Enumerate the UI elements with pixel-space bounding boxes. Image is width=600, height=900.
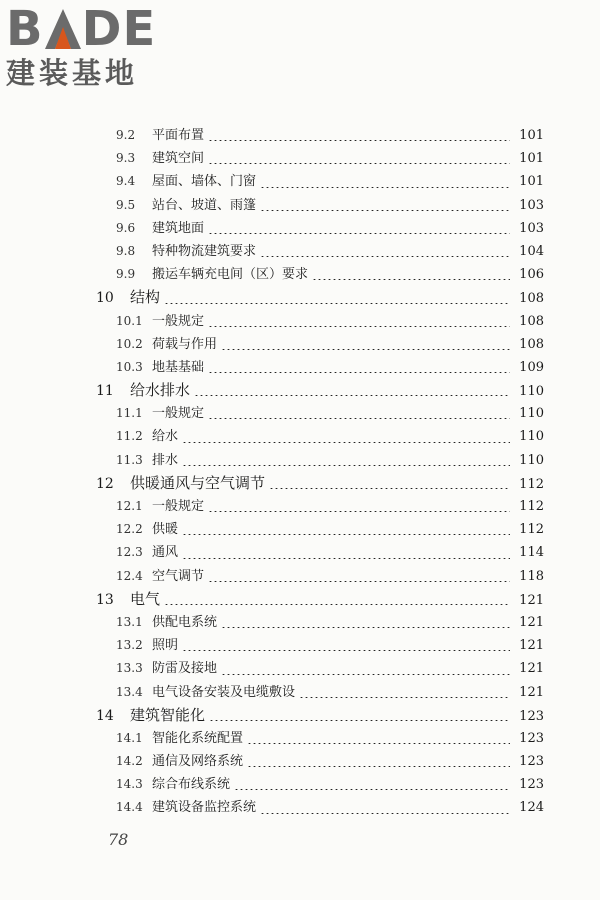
toc-dot-leader [247, 766, 510, 767]
toc-entry-title: 给水 [152, 429, 179, 445]
toc-entry-number: 9.4 [116, 174, 136, 189]
toc-entry-number: 9.3 [116, 151, 136, 166]
toc-entry-number: 14.4 [116, 800, 143, 815]
toc-entry-number: 14.2 [116, 754, 143, 769]
toc-entry-page: 101 [519, 128, 544, 143]
logo-letter-b: B [6, 1, 44, 57]
toc-entry-title: 防雷及接地 [152, 661, 218, 677]
toc-entry-title: 电气设备安装及电缆敷设 [152, 684, 296, 700]
logo-letters-de: DE [81, 1, 157, 57]
toc-dot-leader [194, 395, 510, 396]
toc-dot-leader [208, 372, 510, 373]
toc-entry-title: 结构 [130, 288, 161, 307]
toc-dot-leader [312, 279, 510, 280]
toc-dot-leader [164, 303, 510, 304]
toc-entry-page: 112 [519, 476, 544, 492]
toc-entry-page: 110 [519, 452, 544, 468]
toc-section-entry [96, 449, 544, 472]
toc-entry-number: 12.3 [116, 545, 143, 560]
toc-entry-title: 供暖通风与空气调节 [130, 473, 266, 492]
toc-entry-number: 11.2 [116, 429, 143, 444]
toc-entry-title: 通信及网络系统 [152, 754, 244, 770]
toc-dot-leader [182, 650, 510, 651]
toc-chapter-entry [96, 472, 544, 495]
toc-dot-leader [260, 210, 510, 211]
logo-wordmark [6, 1, 186, 57]
toc-entry-title: 供暖 [152, 522, 179, 538]
toc-chapter-entry [96, 704, 544, 727]
toc-section-entry [96, 217, 544, 240]
toc-section-entry [96, 240, 544, 263]
toc-entry-page: 118 [519, 568, 544, 584]
toc-entry-title: 空气调节 [152, 568, 205, 584]
toc-entry-title: 建筑设备监控系统 [152, 800, 257, 816]
toc-dot-leader [269, 488, 510, 489]
toc-section-entry [96, 194, 544, 217]
toc-entry-page: 108 [519, 336, 544, 352]
toc-entry-page: 121 [519, 614, 544, 630]
toc-entry-number: 10 [96, 290, 114, 307]
toc-dot-leader [260, 813, 510, 814]
toc-entry-number: 11.1 [116, 406, 143, 421]
toc-chapter-entry [96, 286, 544, 309]
toc-section-entry [96, 147, 544, 170]
toc-entry-title: 电气 [130, 589, 161, 608]
toc-entry-number: 9.5 [116, 197, 136, 212]
toc-entry-title: 站台、坡道、雨篷 [152, 197, 257, 213]
toc-entry-page: 112 [519, 499, 544, 514]
toc-dot-leader [221, 627, 510, 628]
toc-chapter-entry [96, 379, 544, 402]
page-number: 78 [108, 830, 129, 849]
toc-entry-number: 11 [96, 383, 114, 400]
toc-entry-number: 12.2 [116, 522, 143, 537]
table-of-contents [96, 124, 544, 820]
toc-section-entry [96, 657, 544, 680]
toc-entry-title: 一般规定 [152, 499, 205, 514]
toc-section-entry [96, 634, 544, 657]
toc-entry-page: 110 [519, 429, 544, 445]
toc-entry-number: 10.3 [116, 359, 143, 374]
toc-entry-number: 12.4 [116, 568, 143, 583]
toc-dot-leader [208, 326, 510, 327]
toc-section-entry [96, 333, 544, 356]
toc-entry-number: 12.1 [116, 499, 143, 513]
toc-entry-number: 13.2 [116, 638, 143, 653]
toc-dot-leader [208, 163, 510, 164]
toc-entry-number: 9.9 [116, 267, 136, 282]
toc-entry-page: 124 [519, 800, 544, 816]
toc-entry-title: 建筑空间 [152, 151, 205, 167]
toc-entry-title: 照明 [152, 638, 179, 654]
toc-entry-page: 112 [519, 522, 544, 538]
toc-entry-title: 排水 [152, 452, 179, 468]
toc-dot-leader [208, 233, 510, 234]
toc-entry-title: 搬运车辆充电间（区）要求 [152, 267, 309, 283]
toc-dot-leader [182, 465, 510, 466]
toc-entry-title: 荷载与作用 [152, 336, 218, 352]
toc-entry-title: 通风 [152, 545, 179, 561]
toc-entry-title: 建筑地面 [152, 220, 205, 236]
logo-letter-a-icon [45, 9, 81, 49]
toc-entry-number: 9.6 [116, 220, 136, 235]
toc-entry-title: 地基基础 [152, 359, 205, 375]
toc-dot-leader [208, 511, 510, 512]
toc-section-entry [96, 796, 544, 819]
toc-entry-title: 给水排水 [130, 381, 191, 400]
toc-entry-number: 9.8 [116, 243, 136, 258]
toc-entry-page: 103 [519, 197, 544, 213]
toc-dot-leader [299, 697, 510, 698]
toc-entry-page: 101 [519, 174, 544, 190]
toc-entry-number: 14.3 [116, 777, 143, 792]
toc-entry-page: 121 [519, 661, 544, 677]
toc-entry-number: 13.3 [116, 661, 143, 676]
toc-dot-leader [182, 442, 510, 443]
bade-logo [6, 1, 186, 90]
toc-dot-leader [221, 674, 510, 675]
toc-entry-number: 13.4 [116, 684, 143, 699]
toc-chapter-entry [96, 588, 544, 611]
toc-dot-leader [234, 789, 510, 790]
toc-entry-page: 103 [519, 220, 544, 236]
toc-section-entry [96, 750, 544, 773]
toc-dot-leader [260, 256, 510, 257]
toc-section-entry [96, 425, 544, 448]
toc-entry-title: 综合布线系统 [152, 777, 231, 793]
toc-dot-leader [208, 581, 510, 582]
toc-dot-leader [182, 534, 510, 535]
toc-entry-title: 一般规定 [152, 406, 205, 422]
toc-dot-leader [209, 720, 510, 721]
toc-entry-page: 121 [519, 638, 544, 654]
toc-entry-title: 建筑智能化 [130, 705, 206, 724]
toc-section-entry [96, 356, 544, 379]
toc-entry-number: 12 [96, 475, 114, 492]
toc-entry-title: 特种物流建筑要求 [152, 243, 257, 259]
toc-entry-number: 14.1 [116, 730, 143, 745]
toc-section-entry [96, 773, 544, 796]
toc-section-entry [96, 565, 544, 588]
toc-entry-page: 110 [519, 406, 544, 422]
toc-entry-title: 供配电系统 [152, 614, 218, 630]
toc-entry-page: 121 [519, 684, 544, 700]
toc-entry-page: 104 [519, 243, 544, 259]
toc-entry-page: 121 [519, 592, 544, 608]
toc-entry-page: 108 [519, 291, 544, 307]
toc-section-entry [96, 402, 544, 425]
toc-section-entry [96, 310, 544, 333]
toc-section-entry [96, 681, 544, 704]
toc-entry-page: 123 [519, 708, 544, 724]
toc-entry-page: 110 [519, 384, 544, 400]
toc-entry-page: 123 [519, 754, 544, 770]
toc-entry-number: 10.2 [116, 336, 143, 351]
toc-section-entry [96, 727, 544, 750]
toc-dot-leader [182, 558, 510, 559]
toc-entry-number: 11.3 [116, 452, 143, 467]
toc-entry-page: 123 [519, 777, 544, 793]
toc-entry-number: 14 [96, 707, 114, 724]
toc-entry-number: 13.1 [116, 614, 143, 629]
toc-entry-page: 101 [519, 151, 544, 167]
toc-section-entry [96, 170, 544, 193]
toc-entry-page: 108 [519, 313, 544, 329]
toc-entry-page: 114 [519, 545, 544, 561]
toc-section-entry [96, 495, 544, 518]
toc-dot-leader [164, 604, 510, 605]
toc-section-entry [96, 518, 544, 541]
toc-entry-title: 一般规定 [152, 313, 205, 329]
logo-subtitle: 建装基地 [6, 56, 139, 90]
toc-dot-leader [208, 140, 510, 141]
toc-entry-number: 9.2 [116, 128, 136, 142]
toc-entry-page: 106 [519, 267, 544, 283]
toc-section-entry [96, 611, 544, 634]
toc-entry-page: 109 [519, 359, 544, 375]
toc-entry-title: 智能化系统配置 [152, 730, 244, 746]
toc-entry-page: 123 [519, 730, 544, 746]
toc-section-entry [96, 541, 544, 564]
toc-entry-number: 10.1 [116, 313, 143, 328]
toc-dot-leader [208, 418, 510, 419]
toc-dot-leader [221, 349, 510, 350]
toc-section-entry [96, 124, 544, 147]
toc-entry-title: 屋面、墙体、门窗 [152, 174, 257, 190]
toc-dot-leader [260, 187, 510, 188]
toc-dot-leader [247, 743, 510, 744]
toc-section-entry [96, 263, 544, 286]
toc-entry-number: 13 [96, 591, 114, 608]
toc-entry-title: 平面布置 [152, 128, 205, 143]
